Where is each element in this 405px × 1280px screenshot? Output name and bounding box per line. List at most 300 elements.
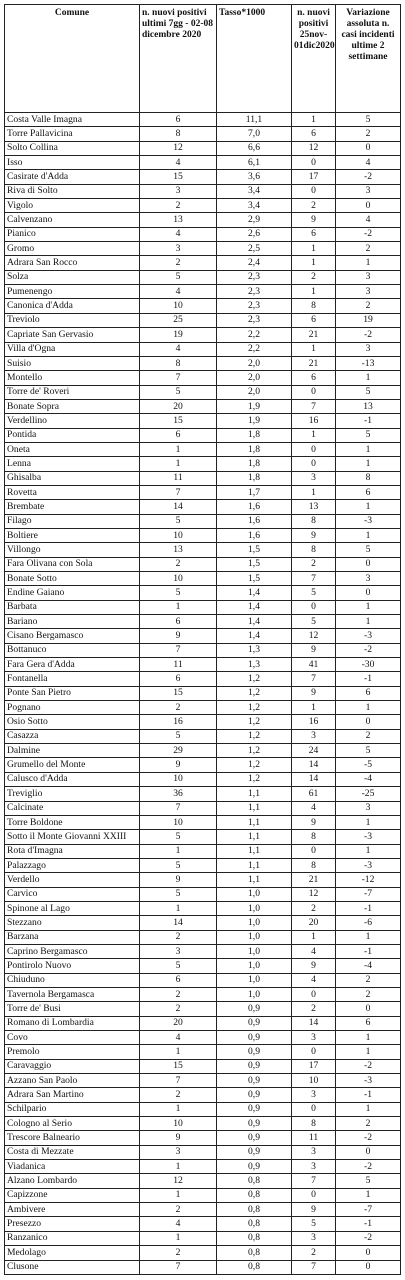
table-row xyxy=(5,615,401,629)
cell-rate: 2,2 xyxy=(217,328,292,342)
cell-comune: Cisano Bergamasco xyxy=(5,629,140,643)
cell-rate: 3,4 xyxy=(217,199,292,213)
cell-new-positives-prev: 0 xyxy=(292,1188,336,1202)
cell-comune: Vigolo xyxy=(5,199,140,213)
cell-new-positives-7d: 16 xyxy=(140,715,217,729)
cell-comune: Bottanuco xyxy=(5,643,140,657)
cell-variation: 2 xyxy=(336,987,401,1001)
cell-variation: -3 xyxy=(336,830,401,844)
cell-new-positives-prev: 0 xyxy=(292,457,336,471)
header-new-positives-prev-week: n. nuovi positivi 25nov-01dic2020 xyxy=(292,5,336,113)
table-row xyxy=(5,1045,401,1059)
cell-rate: 1,1 xyxy=(217,815,292,829)
cell-new-positives-7d: 7 xyxy=(140,371,217,385)
cell-rate: 2,3 xyxy=(217,299,292,313)
cell-rate: 1,1 xyxy=(217,787,292,801)
cell-rate: 1,7 xyxy=(217,485,292,499)
table-row xyxy=(5,887,401,901)
cell-variation: 13 xyxy=(336,399,401,413)
cell-comune: Pontida xyxy=(5,428,140,442)
cell-new-positives-prev: 0 xyxy=(292,442,336,456)
cell-comune: Villongo xyxy=(5,543,140,557)
cell-new-positives-prev: 16 xyxy=(292,414,336,428)
cell-rate: 0,8 xyxy=(217,1217,292,1231)
cell-comune: Osio Sotto xyxy=(5,715,140,729)
cell-new-positives-prev: 1 xyxy=(292,428,336,442)
cell-variation: 8 xyxy=(336,471,401,485)
header-comune: Comune xyxy=(5,5,140,113)
cell-rate: 2,4 xyxy=(217,256,292,270)
cell-comune: Verdello xyxy=(5,873,140,887)
cell-new-positives-7d: 2 xyxy=(140,1203,217,1217)
cell-rate: 1,6 xyxy=(217,514,292,528)
table-row xyxy=(5,686,401,700)
cell-comune: Isso xyxy=(5,156,140,170)
cell-variation: -3 xyxy=(336,514,401,528)
cell-new-positives-7d: 4 xyxy=(140,1031,217,1045)
table-row xyxy=(5,643,401,657)
cell-variation: 3 xyxy=(336,572,401,586)
cell-variation: -2 xyxy=(336,643,401,657)
cell-new-positives-prev: 3 xyxy=(292,1231,336,1245)
cell-new-positives-7d: 3 xyxy=(140,944,217,958)
cell-new-positives-7d: 2 xyxy=(140,930,217,944)
cell-new-positives-7d: 5 xyxy=(140,959,217,973)
cell-new-positives-prev: 8 xyxy=(292,543,336,557)
cell-rate: 2,6 xyxy=(217,227,292,241)
cell-rate: 2,3 xyxy=(217,270,292,284)
table-row xyxy=(5,428,401,442)
cell-new-positives-7d: 15 xyxy=(140,686,217,700)
cell-variation: 1 xyxy=(336,528,401,542)
cell-new-positives-prev: 9 xyxy=(292,213,336,227)
table-row xyxy=(5,385,401,399)
cell-new-positives-7d: 15 xyxy=(140,1059,217,1073)
cell-rate: 1,0 xyxy=(217,973,292,987)
cell-rate: 0,8 xyxy=(217,1203,292,1217)
header-absolute-variation: Variazione assoluta n. casi incidenti ultime 2 settimane xyxy=(336,5,401,113)
cell-comune: Treviglio xyxy=(5,787,140,801)
table-row xyxy=(5,901,401,915)
cell-rate: 1,2 xyxy=(217,758,292,772)
cell-rate: 3,4 xyxy=(217,184,292,198)
cell-comune: Barbata xyxy=(5,600,140,614)
cell-new-positives-7d: 10 xyxy=(140,815,217,829)
cell-new-positives-7d: 7 xyxy=(140,485,217,499)
cell-comune: Pontirolo Nuovo xyxy=(5,959,140,973)
cell-new-positives-prev: 1 xyxy=(292,701,336,715)
cell-comune: Bariano xyxy=(5,615,140,629)
cell-new-positives-7d: 1 xyxy=(140,1045,217,1059)
cell-new-positives-prev: 7 xyxy=(292,672,336,686)
comuni-table xyxy=(4,4,401,1275)
cell-new-positives-7d: 5 xyxy=(140,514,217,528)
cell-new-positives-7d: 5 xyxy=(140,858,217,872)
cell-variation: 1 xyxy=(336,815,401,829)
cell-new-positives-prev: 3 xyxy=(292,729,336,743)
cell-new-positives-prev: 0 xyxy=(292,600,336,614)
cell-new-positives-prev: 21 xyxy=(292,873,336,887)
cell-new-positives-7d: 13 xyxy=(140,543,217,557)
cell-rate: 11,1 xyxy=(217,113,292,127)
cell-new-positives-7d: 4 xyxy=(140,156,217,170)
cell-new-positives-prev: 14 xyxy=(292,772,336,786)
table-row xyxy=(5,285,401,299)
cell-new-positives-prev: 41 xyxy=(292,658,336,672)
cell-variation: 0 xyxy=(336,586,401,600)
cell-new-positives-prev: 9 xyxy=(292,959,336,973)
header-new-positives-7d: n. nuovi positivi ultimi 7gg - 02-08 dicembre 2020 xyxy=(140,5,217,113)
cell-comune: Torre Pallavicina xyxy=(5,127,140,141)
cell-new-positives-7d: 4 xyxy=(140,227,217,241)
table-row xyxy=(5,600,401,614)
table-row xyxy=(5,184,401,198)
table-row xyxy=(5,1246,401,1260)
cell-new-positives-prev: 7 xyxy=(292,572,336,586)
cell-new-positives-prev: 6 xyxy=(292,227,336,241)
cell-comune: Calvenzano xyxy=(5,213,140,227)
cell-rate: 1,8 xyxy=(217,428,292,442)
cell-new-positives-prev: 10 xyxy=(292,1074,336,1088)
cell-rate: 1,0 xyxy=(217,959,292,973)
cell-rate: 1,0 xyxy=(217,916,292,930)
table-row xyxy=(5,1102,401,1116)
cell-new-positives-7d: 10 xyxy=(140,572,217,586)
cell-rate: 0,9 xyxy=(217,1117,292,1131)
cell-rate: 1,8 xyxy=(217,471,292,485)
cell-comune: Azzano San Paolo xyxy=(5,1074,140,1088)
cell-new-positives-7d: 7 xyxy=(140,1074,217,1088)
cell-variation: 1 xyxy=(336,1031,401,1045)
cell-new-positives-7d: 1 xyxy=(140,442,217,456)
cell-new-positives-7d: 12 xyxy=(140,1174,217,1188)
cell-new-positives-prev: 3 xyxy=(292,471,336,485)
table-row xyxy=(5,141,401,155)
header-rate-per-1000: Tasso*1000 xyxy=(217,5,292,113)
cell-rate: 1,4 xyxy=(217,586,292,600)
cell-new-positives-prev: 3 xyxy=(292,1088,336,1102)
table-row xyxy=(5,1117,401,1131)
cell-new-positives-7d: 3 xyxy=(140,184,217,198)
cell-rate: 6,6 xyxy=(217,141,292,155)
cell-new-positives-7d: 2 xyxy=(140,1246,217,1260)
cell-comune: Rota d'Imagna xyxy=(5,844,140,858)
cell-rate: 1,1 xyxy=(217,801,292,815)
cell-new-positives-7d: 9 xyxy=(140,629,217,643)
table-row xyxy=(5,1231,401,1245)
cell-new-positives-prev: 3 xyxy=(292,1031,336,1045)
cell-new-positives-prev: 9 xyxy=(292,643,336,657)
table-row xyxy=(5,1131,401,1145)
cell-rate: 0,8 xyxy=(217,1246,292,1260)
cell-new-positives-prev: 3 xyxy=(292,1145,336,1159)
cell-comune: Montello xyxy=(5,371,140,385)
cell-variation: 5 xyxy=(336,113,401,127)
cell-comune: Riva di Solto xyxy=(5,184,140,198)
cell-new-positives-7d: 1 xyxy=(140,1160,217,1174)
table-row xyxy=(5,815,401,829)
cell-new-positives-7d: 20 xyxy=(140,399,217,413)
cell-rate: 0,9 xyxy=(217,1131,292,1145)
table-row xyxy=(5,457,401,471)
cell-new-positives-prev: 17 xyxy=(292,1059,336,1073)
cell-new-positives-7d: 19 xyxy=(140,328,217,342)
table-row xyxy=(5,944,401,958)
cell-new-positives-7d: 8 xyxy=(140,356,217,370)
table-row xyxy=(5,543,401,557)
table-row xyxy=(5,973,401,987)
cell-new-positives-prev: 1 xyxy=(292,342,336,356)
header-row xyxy=(5,5,401,113)
cell-rate: 1,8 xyxy=(217,457,292,471)
cell-new-positives-prev: 5 xyxy=(292,586,336,600)
table-row xyxy=(5,715,401,729)
table-row xyxy=(5,342,401,356)
table-row xyxy=(5,787,401,801)
cell-rate: 1,0 xyxy=(217,930,292,944)
cell-comune: Solto Collina xyxy=(5,141,140,155)
cell-variation: -1 xyxy=(336,672,401,686)
table-row xyxy=(5,701,401,715)
cell-new-positives-7d: 6 xyxy=(140,428,217,442)
cell-comune: Villa d'Ogna xyxy=(5,342,140,356)
table-row xyxy=(5,170,401,184)
cell-new-positives-prev: 0 xyxy=(292,844,336,858)
cell-new-positives-prev: 14 xyxy=(292,758,336,772)
cell-new-positives-7d: 15 xyxy=(140,170,217,184)
cell-rate: 1,0 xyxy=(217,987,292,1001)
cell-new-positives-7d: 1 xyxy=(140,457,217,471)
cell-comune: Ghisalba xyxy=(5,471,140,485)
cell-comune: Viadanica xyxy=(5,1160,140,1174)
cell-new-positives-7d: 5 xyxy=(140,270,217,284)
cell-comune: Carvico xyxy=(5,887,140,901)
cell-rate: 1,3 xyxy=(217,658,292,672)
cell-new-positives-prev: 0 xyxy=(292,987,336,1001)
cell-new-positives-prev: 14 xyxy=(292,1016,336,1030)
table-row xyxy=(5,471,401,485)
table-row xyxy=(5,557,401,571)
cell-rate: 1,5 xyxy=(217,572,292,586)
cell-new-positives-prev: 17 xyxy=(292,170,336,184)
cell-new-positives-prev: 61 xyxy=(292,787,336,801)
table-row xyxy=(5,500,401,514)
cell-comune: Pognano xyxy=(5,701,140,715)
cell-new-positives-7d: 11 xyxy=(140,658,217,672)
cell-new-positives-prev: 2 xyxy=(292,270,336,284)
cell-rate: 1,1 xyxy=(217,844,292,858)
cell-comune: Torre Boldone xyxy=(5,815,140,829)
cell-variation: 0 xyxy=(336,1145,401,1159)
table-row xyxy=(5,156,401,170)
table-row xyxy=(5,1260,401,1274)
cell-variation: -5 xyxy=(336,758,401,772)
cell-new-positives-7d: 25 xyxy=(140,313,217,327)
cell-new-positives-prev: 0 xyxy=(292,1102,336,1116)
cell-variation: 6 xyxy=(336,1016,401,1030)
cell-comune: Rovetta xyxy=(5,485,140,499)
table-row xyxy=(5,514,401,528)
cell-variation: -12 xyxy=(336,873,401,887)
cell-variation: -2 xyxy=(336,1160,401,1174)
table-row xyxy=(5,1074,401,1088)
cell-new-positives-prev: 5 xyxy=(292,1217,336,1231)
table-row xyxy=(5,873,401,887)
cell-new-positives-prev: 3 xyxy=(292,1160,336,1174)
table-row xyxy=(5,1174,401,1188)
cell-rate: 1,1 xyxy=(217,873,292,887)
cell-new-positives-7d: 10 xyxy=(140,1117,217,1131)
cell-new-positives-7d: 20 xyxy=(140,1016,217,1030)
cell-new-positives-7d: 1 xyxy=(140,844,217,858)
table-row xyxy=(5,772,401,786)
cell-new-positives-7d: 3 xyxy=(140,242,217,256)
cell-new-positives-prev: 4 xyxy=(292,973,336,987)
cell-variation: -4 xyxy=(336,772,401,786)
cell-variation: 1 xyxy=(336,615,401,629)
cell-comune: Bonate Sopra xyxy=(5,399,140,413)
cell-new-positives-7d: 12 xyxy=(140,141,217,155)
cell-new-positives-prev: 4 xyxy=(292,801,336,815)
cell-variation: 0 xyxy=(336,1246,401,1260)
cell-new-positives-7d: 10 xyxy=(140,299,217,313)
table-row xyxy=(5,442,401,456)
table-row xyxy=(5,485,401,499)
cell-variation: -6 xyxy=(336,916,401,930)
cell-variation: 1 xyxy=(336,844,401,858)
cell-new-positives-prev: 8 xyxy=(292,299,336,313)
cell-new-positives-7d: 5 xyxy=(140,385,217,399)
cell-comune: Dalmine xyxy=(5,744,140,758)
cell-variation: -2 xyxy=(336,1059,401,1073)
cell-new-positives-7d: 29 xyxy=(140,744,217,758)
cell-variation: 2 xyxy=(336,242,401,256)
table-row xyxy=(5,844,401,858)
cell-rate: 1,2 xyxy=(217,744,292,758)
table-row xyxy=(5,987,401,1001)
cell-comune: Casirate d'Adda xyxy=(5,170,140,184)
cell-variation: -13 xyxy=(336,356,401,370)
cell-comune: Ranzanico xyxy=(5,1231,140,1245)
table-row xyxy=(5,227,401,241)
cell-comune: Caprino Bergamasco xyxy=(5,944,140,958)
cell-comune: Premolo xyxy=(5,1045,140,1059)
cell-comune: Fontanella xyxy=(5,672,140,686)
cell-new-positives-prev: 7 xyxy=(292,1260,336,1274)
cell-comune: Torre de' Roveri xyxy=(5,385,140,399)
cell-new-positives-prev: 5 xyxy=(292,615,336,629)
cell-variation: 0 xyxy=(336,557,401,571)
cell-variation: -7 xyxy=(336,1203,401,1217)
cell-new-positives-7d: 11 xyxy=(140,471,217,485)
cell-rate: 0,9 xyxy=(217,1016,292,1030)
cell-new-positives-prev: 2 xyxy=(292,199,336,213)
cell-rate: 6,1 xyxy=(217,156,292,170)
cell-new-positives-7d: 14 xyxy=(140,500,217,514)
cell-comune: Medolago xyxy=(5,1246,140,1260)
cell-comune: Casazza xyxy=(5,729,140,743)
cell-new-positives-7d: 7 xyxy=(140,643,217,657)
cell-new-positives-7d: 6 xyxy=(140,973,217,987)
cell-comune: Treviolo xyxy=(5,313,140,327)
table-row xyxy=(5,199,401,213)
cell-new-positives-prev: 8 xyxy=(292,514,336,528)
cell-variation: 3 xyxy=(336,184,401,198)
cell-new-positives-prev: 1 xyxy=(292,113,336,127)
cell-rate: 3,6 xyxy=(217,170,292,184)
table-row xyxy=(5,830,401,844)
cell-comune: Oneta xyxy=(5,442,140,456)
cell-new-positives-7d: 15 xyxy=(140,414,217,428)
cell-new-positives-7d: 10 xyxy=(140,772,217,786)
cell-rate: 2,0 xyxy=(217,385,292,399)
cell-new-positives-7d: 10 xyxy=(140,528,217,542)
cell-variation: 1 xyxy=(336,701,401,715)
cell-variation: 1 xyxy=(336,256,401,270)
table-row xyxy=(5,371,401,385)
cell-comune: Chiuduno xyxy=(5,973,140,987)
cell-rate: 0,8 xyxy=(217,1231,292,1245)
table-row xyxy=(5,658,401,672)
cell-comune: Clusone xyxy=(5,1260,140,1274)
cell-new-positives-7d: 9 xyxy=(140,758,217,772)
cell-rate: 7,0 xyxy=(217,127,292,141)
cell-variation: 0 xyxy=(336,715,401,729)
cell-variation: -1 xyxy=(336,1217,401,1231)
cell-comune: Adrara San Rocco xyxy=(5,256,140,270)
table-row xyxy=(5,299,401,313)
cell-rate: 1,9 xyxy=(217,399,292,413)
cell-rate: 1,0 xyxy=(217,901,292,915)
cell-new-positives-prev: 2 xyxy=(292,1002,336,1016)
cell-variation: 3 xyxy=(336,801,401,815)
cell-new-positives-prev: 6 xyxy=(292,371,336,385)
cell-new-positives-prev: 24 xyxy=(292,744,336,758)
table-body xyxy=(5,113,401,1275)
cell-new-positives-7d: 1 xyxy=(140,600,217,614)
cell-new-positives-7d: 13 xyxy=(140,213,217,227)
cell-new-positives-prev: 2 xyxy=(292,557,336,571)
cell-comune: Alzano Lombardo xyxy=(5,1174,140,1188)
table-row xyxy=(5,930,401,944)
cell-new-positives-prev: 2 xyxy=(292,901,336,915)
cell-rate: 0,9 xyxy=(217,1002,292,1016)
cell-new-positives-prev: 2 xyxy=(292,1246,336,1260)
cell-variation: 1 xyxy=(336,371,401,385)
cell-rate: 1,4 xyxy=(217,600,292,614)
cell-new-positives-prev: 9 xyxy=(292,686,336,700)
table-row xyxy=(5,629,401,643)
cell-comune: Covo xyxy=(5,1031,140,1045)
cell-new-positives-prev: 6 xyxy=(292,127,336,141)
cell-new-positives-prev: 12 xyxy=(292,141,336,155)
cell-rate: 1,9 xyxy=(217,414,292,428)
cell-new-positives-prev: 7 xyxy=(292,399,336,413)
cell-variation: 4 xyxy=(336,213,401,227)
cell-comune: Trescore Balneario xyxy=(5,1131,140,1145)
cell-new-positives-prev: 1 xyxy=(292,285,336,299)
cell-rate: 0,8 xyxy=(217,1174,292,1188)
cell-variation: -2 xyxy=(336,1131,401,1145)
cell-variation: -3 xyxy=(336,629,401,643)
data-sheet xyxy=(4,4,400,1275)
cell-variation: 4 xyxy=(336,156,401,170)
cell-new-positives-7d: 5 xyxy=(140,729,217,743)
cell-new-positives-prev: 4 xyxy=(292,944,336,958)
cell-new-positives-prev: 0 xyxy=(292,385,336,399)
cell-new-positives-7d: 2 xyxy=(140,987,217,1001)
cell-comune: Schilpario xyxy=(5,1102,140,1116)
